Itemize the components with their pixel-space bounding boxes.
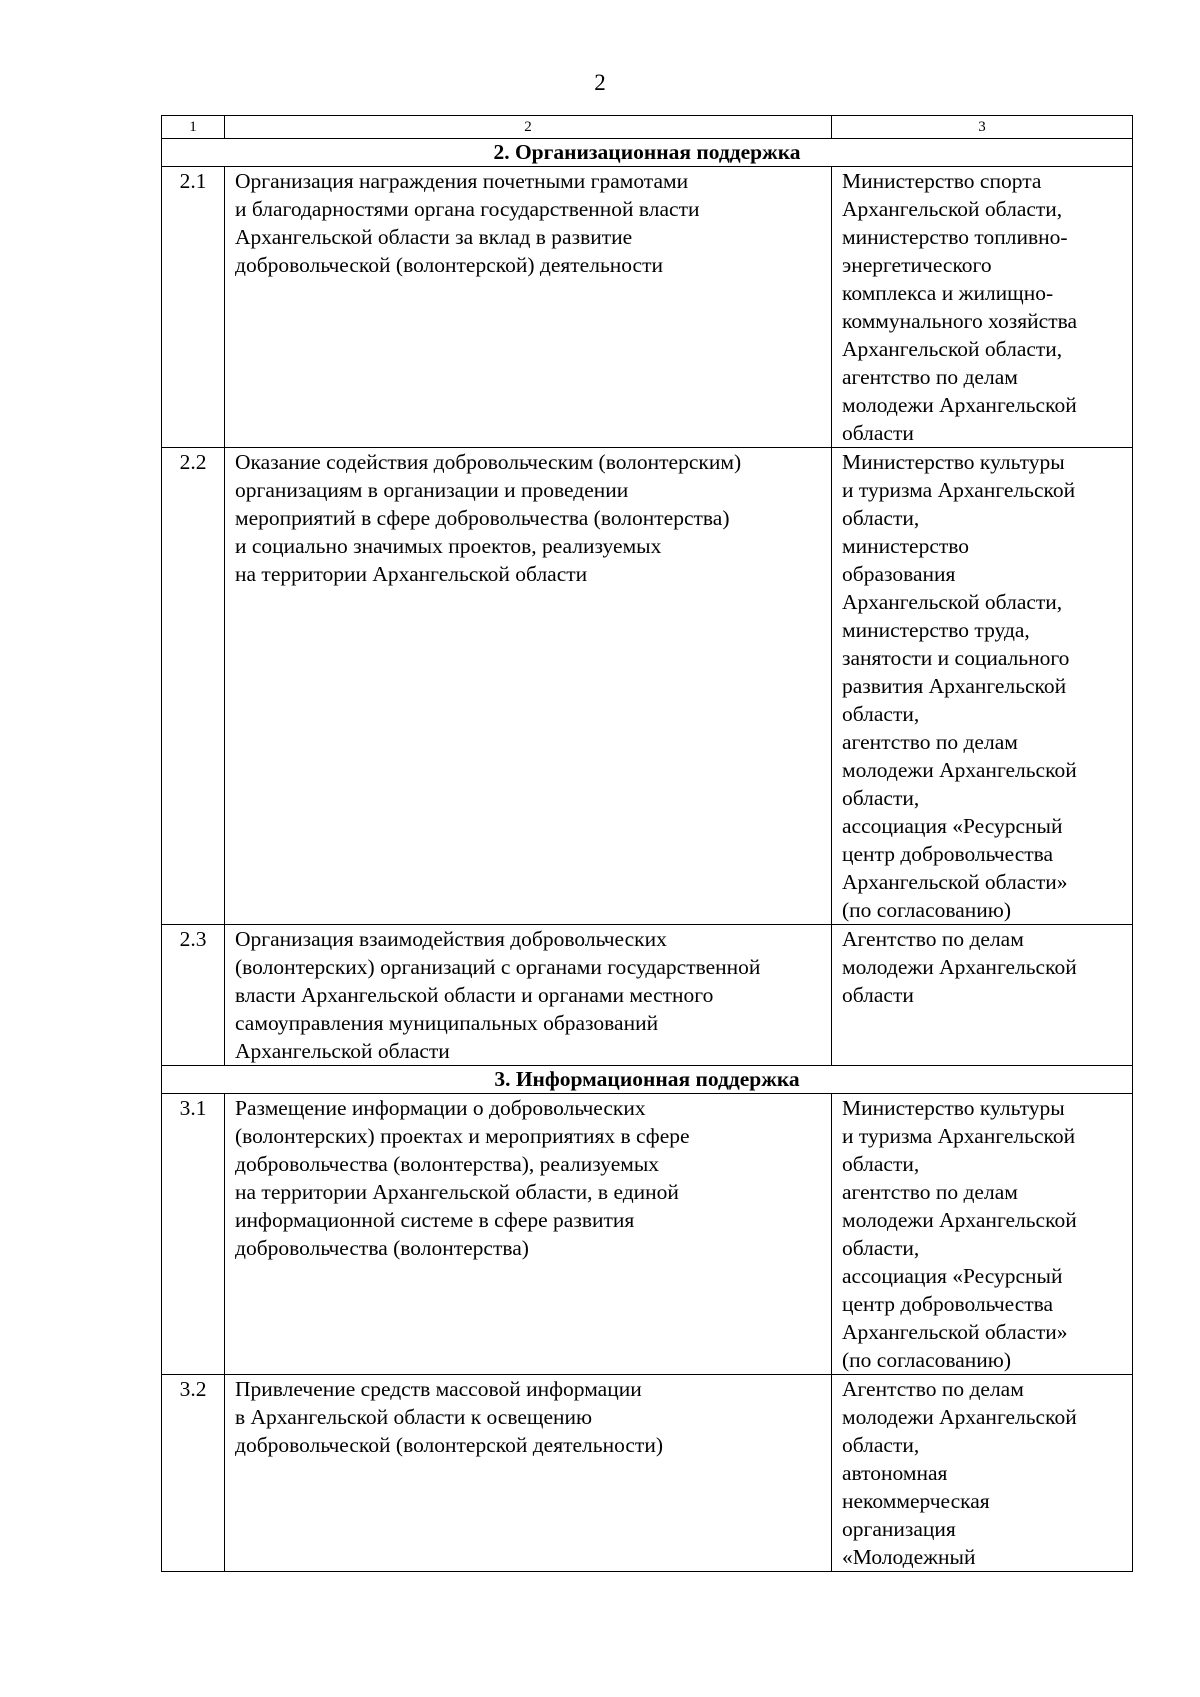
event-description-line: Размещение информации о добровольческих xyxy=(235,1096,646,1120)
responsible-executors xyxy=(832,1094,1133,1375)
responsible-executor-line: организация xyxy=(842,1517,956,1541)
event-description-line: добровольчества (волонтерства), реализуемых xyxy=(235,1152,660,1176)
event-description-line: и благодарностями органа государственной власти xyxy=(235,197,700,221)
table-row xyxy=(162,925,1133,1066)
responsible-executors xyxy=(832,1375,1133,1572)
column-number-row xyxy=(162,116,1133,139)
event-description xyxy=(225,1375,832,1572)
event-description-line: Архангельской области за вклад в развитие xyxy=(235,225,633,249)
responsible-executor-line: Министерство культуры xyxy=(842,450,1065,474)
item-number: 2.2 xyxy=(162,448,225,925)
responsible-executor-line: центр добровольчества xyxy=(842,842,1054,866)
event-description-line: Оказание содействия добровольческим (волонтерским) xyxy=(235,450,742,474)
item-number: 2.3 xyxy=(162,925,225,1066)
event-description-line: добровольческой (волонтерской деятельности) xyxy=(235,1433,663,1457)
event-description-line: организациям в организации и проведении xyxy=(235,478,629,502)
responsible-executor-line: молодежи Архангельской xyxy=(842,1405,1077,1429)
responsible-executor-line: некоммерческая xyxy=(842,1489,990,1513)
section-title: 2. Организационная поддержка xyxy=(162,139,1133,167)
responsible-executor-line: «Молодежный xyxy=(842,1545,976,1569)
responsible-executors xyxy=(832,167,1133,448)
column-number-1: 1 xyxy=(162,116,225,139)
event-description-line: Организация награждения почетными грамотами xyxy=(235,169,689,193)
event-description-line: в Архангельской области к освещению xyxy=(235,1405,593,1429)
event-description xyxy=(225,925,832,1066)
responsible-executor-line: агентство по делам xyxy=(842,1180,1018,1204)
responsible-executor-line: энергетического xyxy=(842,253,992,277)
event-description-line: добровольчества (волонтерства) xyxy=(235,1236,529,1260)
responsible-executor-line: области, xyxy=(842,1152,920,1176)
section-header-row xyxy=(162,139,1133,167)
responsible-executor-line: министерство топливно- xyxy=(842,225,1068,249)
event-description-line: Архангельской области xyxy=(235,1039,450,1063)
responsible-executor-line: молодежи Архангельской xyxy=(842,1208,1077,1232)
responsible-executor-line: Архангельской области, xyxy=(842,590,1063,614)
responsible-executor-line: молодежи Архангельской xyxy=(842,758,1077,782)
column-number-2: 2 xyxy=(225,116,832,139)
responsible-executor-line: развития Архангельской xyxy=(842,674,1067,698)
responsible-executor-line: Архангельской области» xyxy=(842,1320,1068,1344)
responsible-executor-line: (по согласованию) xyxy=(842,898,1012,922)
responsible-executor-line: области, xyxy=(842,786,920,810)
page-number: 2 xyxy=(594,70,606,95)
event-description-line: самоуправления муниципальных образований xyxy=(235,1011,659,1035)
responsible-executor-line: области, xyxy=(842,1236,920,1260)
responsible-executor-line: области, xyxy=(842,506,920,530)
responsible-executor-line: области xyxy=(842,983,914,1007)
table-row xyxy=(162,1094,1133,1375)
section-title: 3. Информационная поддержка xyxy=(162,1066,1133,1094)
item-number: 2.1 xyxy=(162,167,225,448)
event-description-line: (волонтерских) проектах и мероприятиях в сфере xyxy=(235,1124,690,1148)
responsible-executor-line: комплекса и жилищно- xyxy=(842,281,1054,305)
responsible-executor-line: Архангельской области» xyxy=(842,870,1068,894)
responsible-executor-line: автономная xyxy=(842,1461,948,1485)
table-row xyxy=(162,1375,1133,1572)
measures-table xyxy=(161,115,1133,1572)
event-description-line: на территории Архангельской области xyxy=(235,562,588,586)
responsible-executor-line: области, xyxy=(842,702,920,726)
responsible-executor-line: агентство по делам xyxy=(842,365,1018,389)
responsible-executor-line: образования xyxy=(842,562,956,586)
responsible-executor-line: Министерство культуры xyxy=(842,1096,1065,1120)
event-description-line: и социально значимых проектов, реализуемых xyxy=(235,534,662,558)
event-description xyxy=(225,1094,832,1375)
event-description-line: добровольческой (волонтерской) деятельности xyxy=(235,253,663,277)
responsible-executor-line: ассоциация «Ресурсный xyxy=(842,1264,1063,1288)
responsible-executor-line: Министерство спорта xyxy=(842,169,1042,193)
responsible-executor-line: молодежи Архангельской xyxy=(842,955,1077,979)
responsible-executor-line: и туризма Архангельской xyxy=(842,1124,1076,1148)
event-description-line: мероприятий в сфере добровольчества (волонтерства) xyxy=(235,506,730,530)
item-number: 3.2 xyxy=(162,1375,225,1572)
responsible-executor-line: Агентство по делам xyxy=(842,1377,1024,1401)
responsible-executor-line: Агентство по делам xyxy=(842,927,1024,951)
responsible-executor-line: и туризма Архангельской xyxy=(842,478,1076,502)
event-description-line: на территории Архангельской области, в единой xyxy=(235,1180,679,1204)
responsible-executor-line: коммунального хозяйства xyxy=(842,309,1078,333)
event-description-line: информационной системе в сфере развития xyxy=(235,1208,635,1232)
responsible-executor-line: агентство по делам xyxy=(842,730,1018,754)
responsible-executor-line: ассоциация «Ресурсный xyxy=(842,814,1063,838)
responsible-executors xyxy=(832,925,1133,1066)
table-row xyxy=(162,167,1133,448)
event-description-line: Организация взаимодействия добровольческих xyxy=(235,927,667,951)
responsible-executor-line: министерство xyxy=(842,534,970,558)
responsible-executor-line: занятости и социального xyxy=(842,646,1070,670)
table-row xyxy=(162,448,1133,925)
responsible-executor-line: Архангельской области, xyxy=(842,337,1063,361)
event-description-line: Привлечение средств массовой информации xyxy=(235,1377,642,1401)
responsible-executor-line: (по согласованию) xyxy=(842,1348,1012,1372)
section-header-row xyxy=(162,1066,1133,1094)
event-description-line: (волонтерских) организаций с органами государственной xyxy=(235,955,761,979)
responsible-executor-line: молодежи Архангельской xyxy=(842,393,1077,417)
responsible-executor-line: области xyxy=(842,421,914,445)
responsible-executors xyxy=(832,448,1133,925)
responsible-executor-line: области, xyxy=(842,1433,920,1457)
column-number-3: 3 xyxy=(832,116,1133,139)
item-number: 3.1 xyxy=(162,1094,225,1375)
responsible-executor-line: центр добровольчества xyxy=(842,1292,1054,1316)
event-description-line: власти Архангельской области и органами местного xyxy=(235,983,714,1007)
event-description xyxy=(225,448,832,925)
responsible-executor-line: Архангельской области, xyxy=(842,197,1063,221)
responsible-executor-line: министерство труда, xyxy=(842,618,1030,642)
event-description xyxy=(225,167,832,448)
